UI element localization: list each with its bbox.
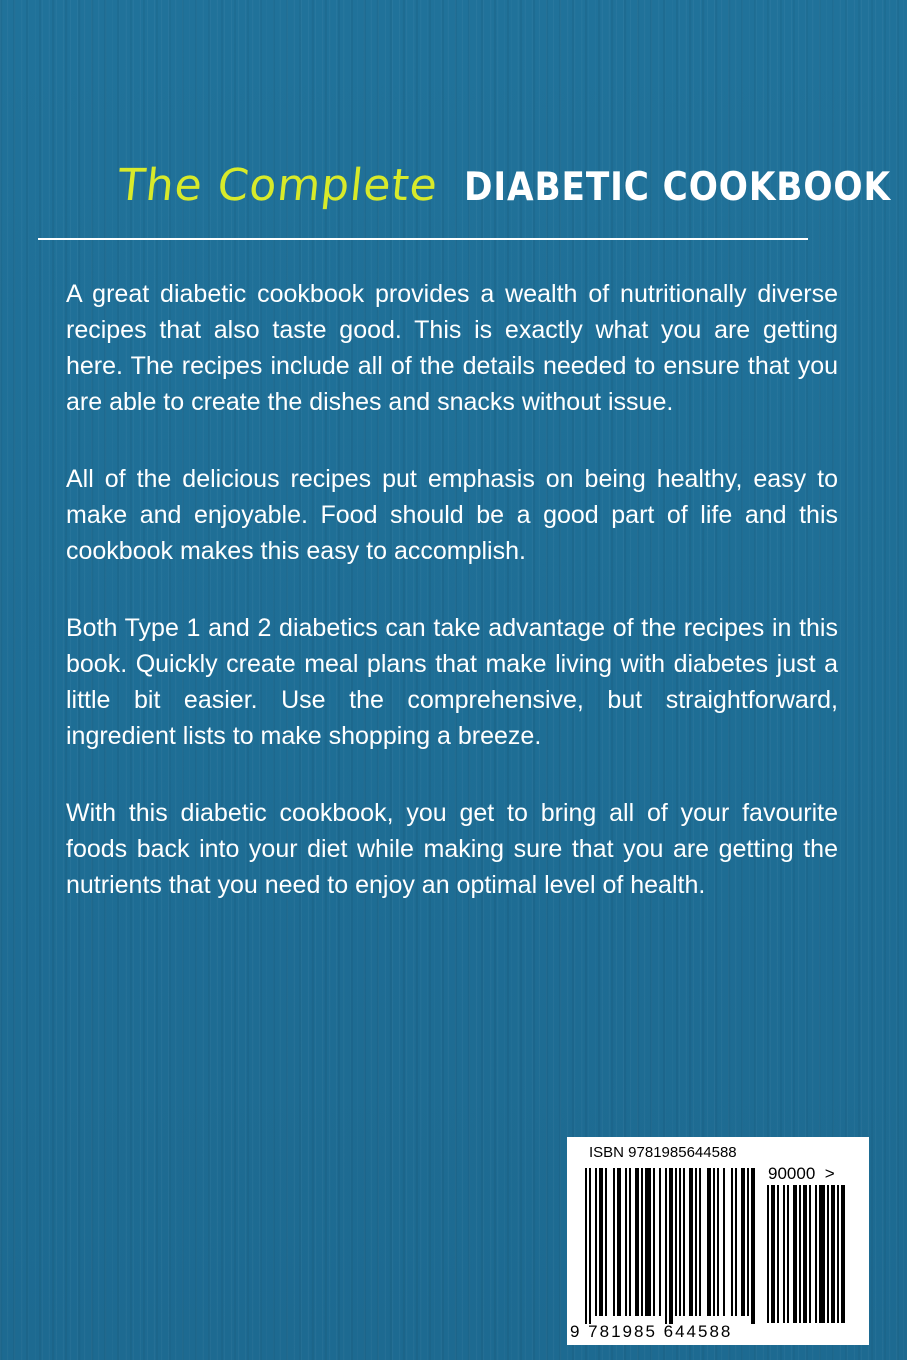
blurb bbox=[66, 276, 838, 944]
barcode-bar bbox=[625, 1168, 627, 1316]
barcode-bar bbox=[799, 1185, 801, 1323]
barcode-bar bbox=[831, 1185, 835, 1323]
barcode-bar bbox=[659, 1168, 661, 1316]
blurb-paragraph: A great diabetic cookbook provides a wealth of nutritionally diverse recipes that also taste good. This is exactly what you are getting here. The recipes include all of the details needed to ensure that you are able to create the dishes and snacks without issue. bbox=[66, 280, 838, 416]
barcode-bar bbox=[669, 1168, 673, 1324]
barcode-bar bbox=[827, 1185, 829, 1323]
barcode-bar bbox=[605, 1168, 607, 1316]
barcode-bar bbox=[617, 1168, 621, 1316]
barcode-bar bbox=[613, 1168, 615, 1316]
price-code bbox=[768, 1164, 835, 1184]
barcode-bar bbox=[599, 1168, 603, 1316]
barcode-bar bbox=[731, 1168, 733, 1316]
addon-barcode-bars bbox=[767, 1185, 855, 1327]
barcode-bar bbox=[793, 1185, 797, 1323]
barcode-bar bbox=[777, 1185, 779, 1323]
ean-barcode-bars bbox=[585, 1168, 755, 1328]
barcode-bar bbox=[641, 1168, 643, 1316]
barcode-bar bbox=[707, 1168, 711, 1316]
barcode-bar bbox=[695, 1168, 697, 1316]
cover-title bbox=[115, 160, 907, 211]
barcode-bar bbox=[751, 1168, 755, 1324]
barcode-bar bbox=[683, 1168, 685, 1316]
barcode-bar bbox=[595, 1168, 597, 1316]
barcode-digits: 9 781985 644588 bbox=[570, 1322, 733, 1341]
isbn-barcode bbox=[567, 1137, 869, 1345]
barcode-bar bbox=[589, 1168, 591, 1324]
barcode-bar bbox=[653, 1168, 655, 1316]
price-code-arrow: > bbox=[824, 1164, 835, 1183]
barcode-bar bbox=[585, 1168, 587, 1324]
barcode-bar bbox=[841, 1185, 845, 1323]
barcode-bar bbox=[635, 1168, 639, 1316]
barcode-bar bbox=[735, 1168, 737, 1316]
barcode-bar bbox=[837, 1185, 839, 1323]
barcode-bar bbox=[771, 1185, 775, 1323]
barcode-bar bbox=[767, 1185, 769, 1323]
barcode-bar bbox=[713, 1168, 715, 1316]
blurb-paragraph: All of the delicious recipes put emphasis on being healthy, easy to make and enjoyable. Food should be a good part of life and this cookbook makes this easy to accomplish. bbox=[66, 465, 838, 565]
title-script-text: The Complete bbox=[115, 160, 441, 211]
blurb-paragraph: Both Type 1 and 2 diabetics can take advantage of the recipes in this book. Quickly create meal plans that make living with diabetes just a little bit easier. Use the comprehensive, but straightforward, ingredient lists to make shopping a breeze. bbox=[66, 614, 838, 750]
barcode-bar bbox=[815, 1185, 817, 1323]
barcode-bar bbox=[629, 1168, 631, 1316]
barcode-bar bbox=[699, 1168, 701, 1316]
barcode-bar bbox=[689, 1168, 693, 1316]
barcode-bar bbox=[675, 1168, 677, 1316]
barcode-bar bbox=[747, 1168, 749, 1316]
barcode-bar bbox=[717, 1168, 719, 1316]
barcode-bar bbox=[645, 1168, 651, 1316]
barcode-bar bbox=[803, 1185, 807, 1323]
barcode-bar bbox=[723, 1168, 725, 1316]
barcode-bar bbox=[665, 1168, 667, 1324]
barcode-bar bbox=[741, 1168, 745, 1316]
price-code-number: 90000 bbox=[768, 1164, 816, 1183]
barcode-bar bbox=[679, 1168, 681, 1316]
title-divider bbox=[38, 238, 808, 240]
barcode-bar bbox=[787, 1185, 789, 1323]
blurb-paragraph: With this diabetic cookbook, you get to bring all of your favourite foods back into your diet while making sure that you are getting the nutrients that you need to enjoy an optimal level of health. bbox=[66, 799, 838, 899]
barcode-bar bbox=[783, 1185, 785, 1323]
barcode-bar bbox=[809, 1185, 811, 1323]
isbn-label: ISBN 9781985644588 bbox=[589, 1144, 737, 1161]
title-bold-text: DIABETIC COOKBOOK bbox=[463, 165, 891, 210]
barcode-bar bbox=[819, 1185, 825, 1323]
